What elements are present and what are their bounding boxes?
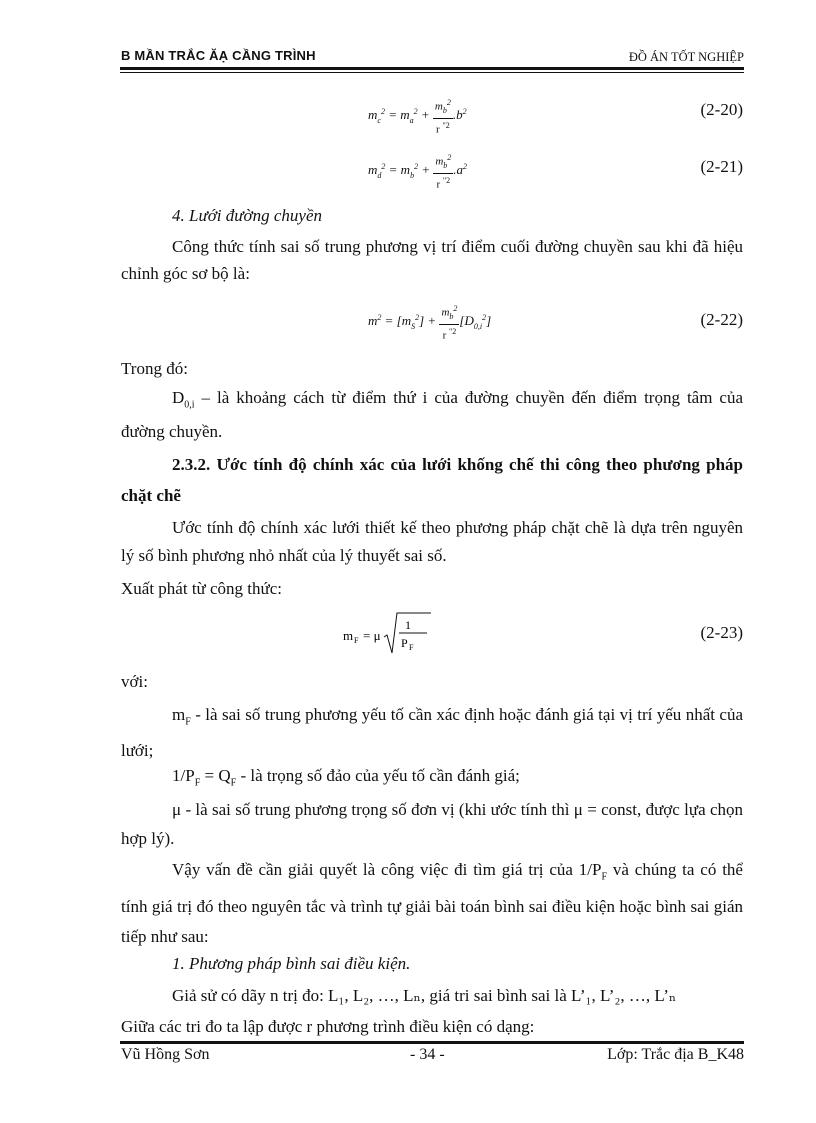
footer-class: Lớp: Trắc địa B_K48 [607,1046,744,1063]
header-doc-type: ĐỒ ÁN TỐT NGHIỆP [628,50,744,64]
paragraph-6: Giữa các tri đo ta lập được r phương trình điều kiện có dạng: [121,1017,535,1036]
equation-2-22 [121,298,743,344]
equation-2-23-formula [341,609,451,662]
equation-2-22-formula: $m^2 = [m_S^2]$ + $\frac{m_b^2}{r ^{"2}}$ $[D_{0,i}^2]$ [368,304,492,342]
paragraph-3: Xuất phát từ công thức: [121,579,283,598]
paragraph-5: Giả sử có dãy n trị đo: L₁, L₂, …, Lₙ, giá tri sai bình sai là L’₁, L’₂, …, L’ₙ [172,986,677,1005]
paragraph-1: Công thức tính sai số trung phương vị trí điểm cuối đường chuyền sau khi đã hiệu chỉnh góc sơ bộ là: [121,237,743,283]
header-rule-thin [120,72,744,73]
equation-2-20-formula: $m_c^2 = m_a^2$ + $\frac{m_b^2}{r ^{"2}}$ $.b^2$ [368,98,467,136]
paragraph-4-part-b: và chúng ta có thể tính giá trị đó theo nguyên tắc và trình tự giải bài toán bình sai điều kiện hoặc bình sai gián tiếp như sau: [121,860,743,947]
svg-text:P: P [401,636,408,650]
svg-text:= μ: = μ [363,628,381,643]
header-rule-thick [120,67,744,70]
qf-description: - là trọng số đảo của yếu tố cần đánh giá; [236,766,520,785]
mf-description: - là sai số trung phương yếu tố cần xác định hoặc đánh giá tại vị trí yếu nhất của lưới; [121,705,743,761]
paragraph-2: Ước tính độ chính xác lưới thiết kế theo phương pháp chặt chẽ là dựa trên nguyên lý số bình phương nhỏ nhất của lý thuyết sai số. [121,518,743,565]
svg-text:F: F [354,636,359,645]
paragraph-4-part-a: Vậy vấn đề cần giải quyết là công việc đi tìm giá trị của 1/P [172,860,602,879]
qf-definition: $1/P_F = Q_F$ - là trọng số đảo của yếu tố cần đánh giá; [172,766,520,789]
mf-definition: $m_F$ - là sai số trung phương yếu tố cần xác định hoặc đánh giá tại vị trí yếu nhất của lưới; [121,705,743,761]
equation-2-21-formula: $m_d^2 = m_b^2$ + $\frac{m_b^2}{r ^{"2}}$ $.a^2$ [368,153,468,191]
d0i-description: – là khoảng cách từ điểm thứ i của đường chuyền đến điểm trọng tâm của đường chuyền. [121,388,743,442]
section-4-title: 4. Lưới đường chuyền [172,206,323,225]
footer-page-number: - 34 - [410,1046,445,1063]
header-title: B MẦN TRẮC ĂẠ CẦNG TRÌNH [121,48,316,63]
svg-text:1: 1 [405,618,411,632]
voi-label: với: [121,672,148,691]
trong-do-label: Trong đó: [121,359,188,378]
svg-text:m: m [343,628,354,643]
section-1-title: 1. Phương pháp bình sai điều kiện. [172,954,411,973]
equation-2-20 [121,88,743,134]
equation-number: (2-23) [700,623,743,642]
equation-2-23-svg [341,609,451,657]
equation-number: (2-20) [700,100,743,119]
footer-rule-thick [120,1041,744,1044]
equation-number: (2-22) [700,310,743,329]
footer-author: Vũ Hồng Sơn [121,1046,210,1063]
section-2-3-2-title: 2.3.2. Ước tính độ chính xác của lưới khống chế thi công theo phương pháp chặt chẽ [121,455,743,505]
equation-number: (2-21) [700,157,743,176]
d0i-definition: $D_{0,i}$ – là khoảng cách từ điểm thứ i của đường chuyền đến điểm trọng tâm của đường chuyền. [121,388,743,442]
mu-definition: μ - là sai số trung phương trọng số đơn vị (khi ước tính thì μ = const, được lựa chọn hợp lý). [121,800,743,848]
equation-2-21 [121,145,743,191]
svg-text:F: F [409,643,414,652]
equation-2-23 [121,607,743,657]
paragraph-4: Vậy vấn đề cần giải quyết là công việc đi tìm giá trị của $1/P_F$ và chúng ta có thể tính giá trị đó theo nguyên tắc và trình tự giải bài toán bình sai điều kiện hoặc bình sai gián tiếp như sau: [121,860,743,947]
